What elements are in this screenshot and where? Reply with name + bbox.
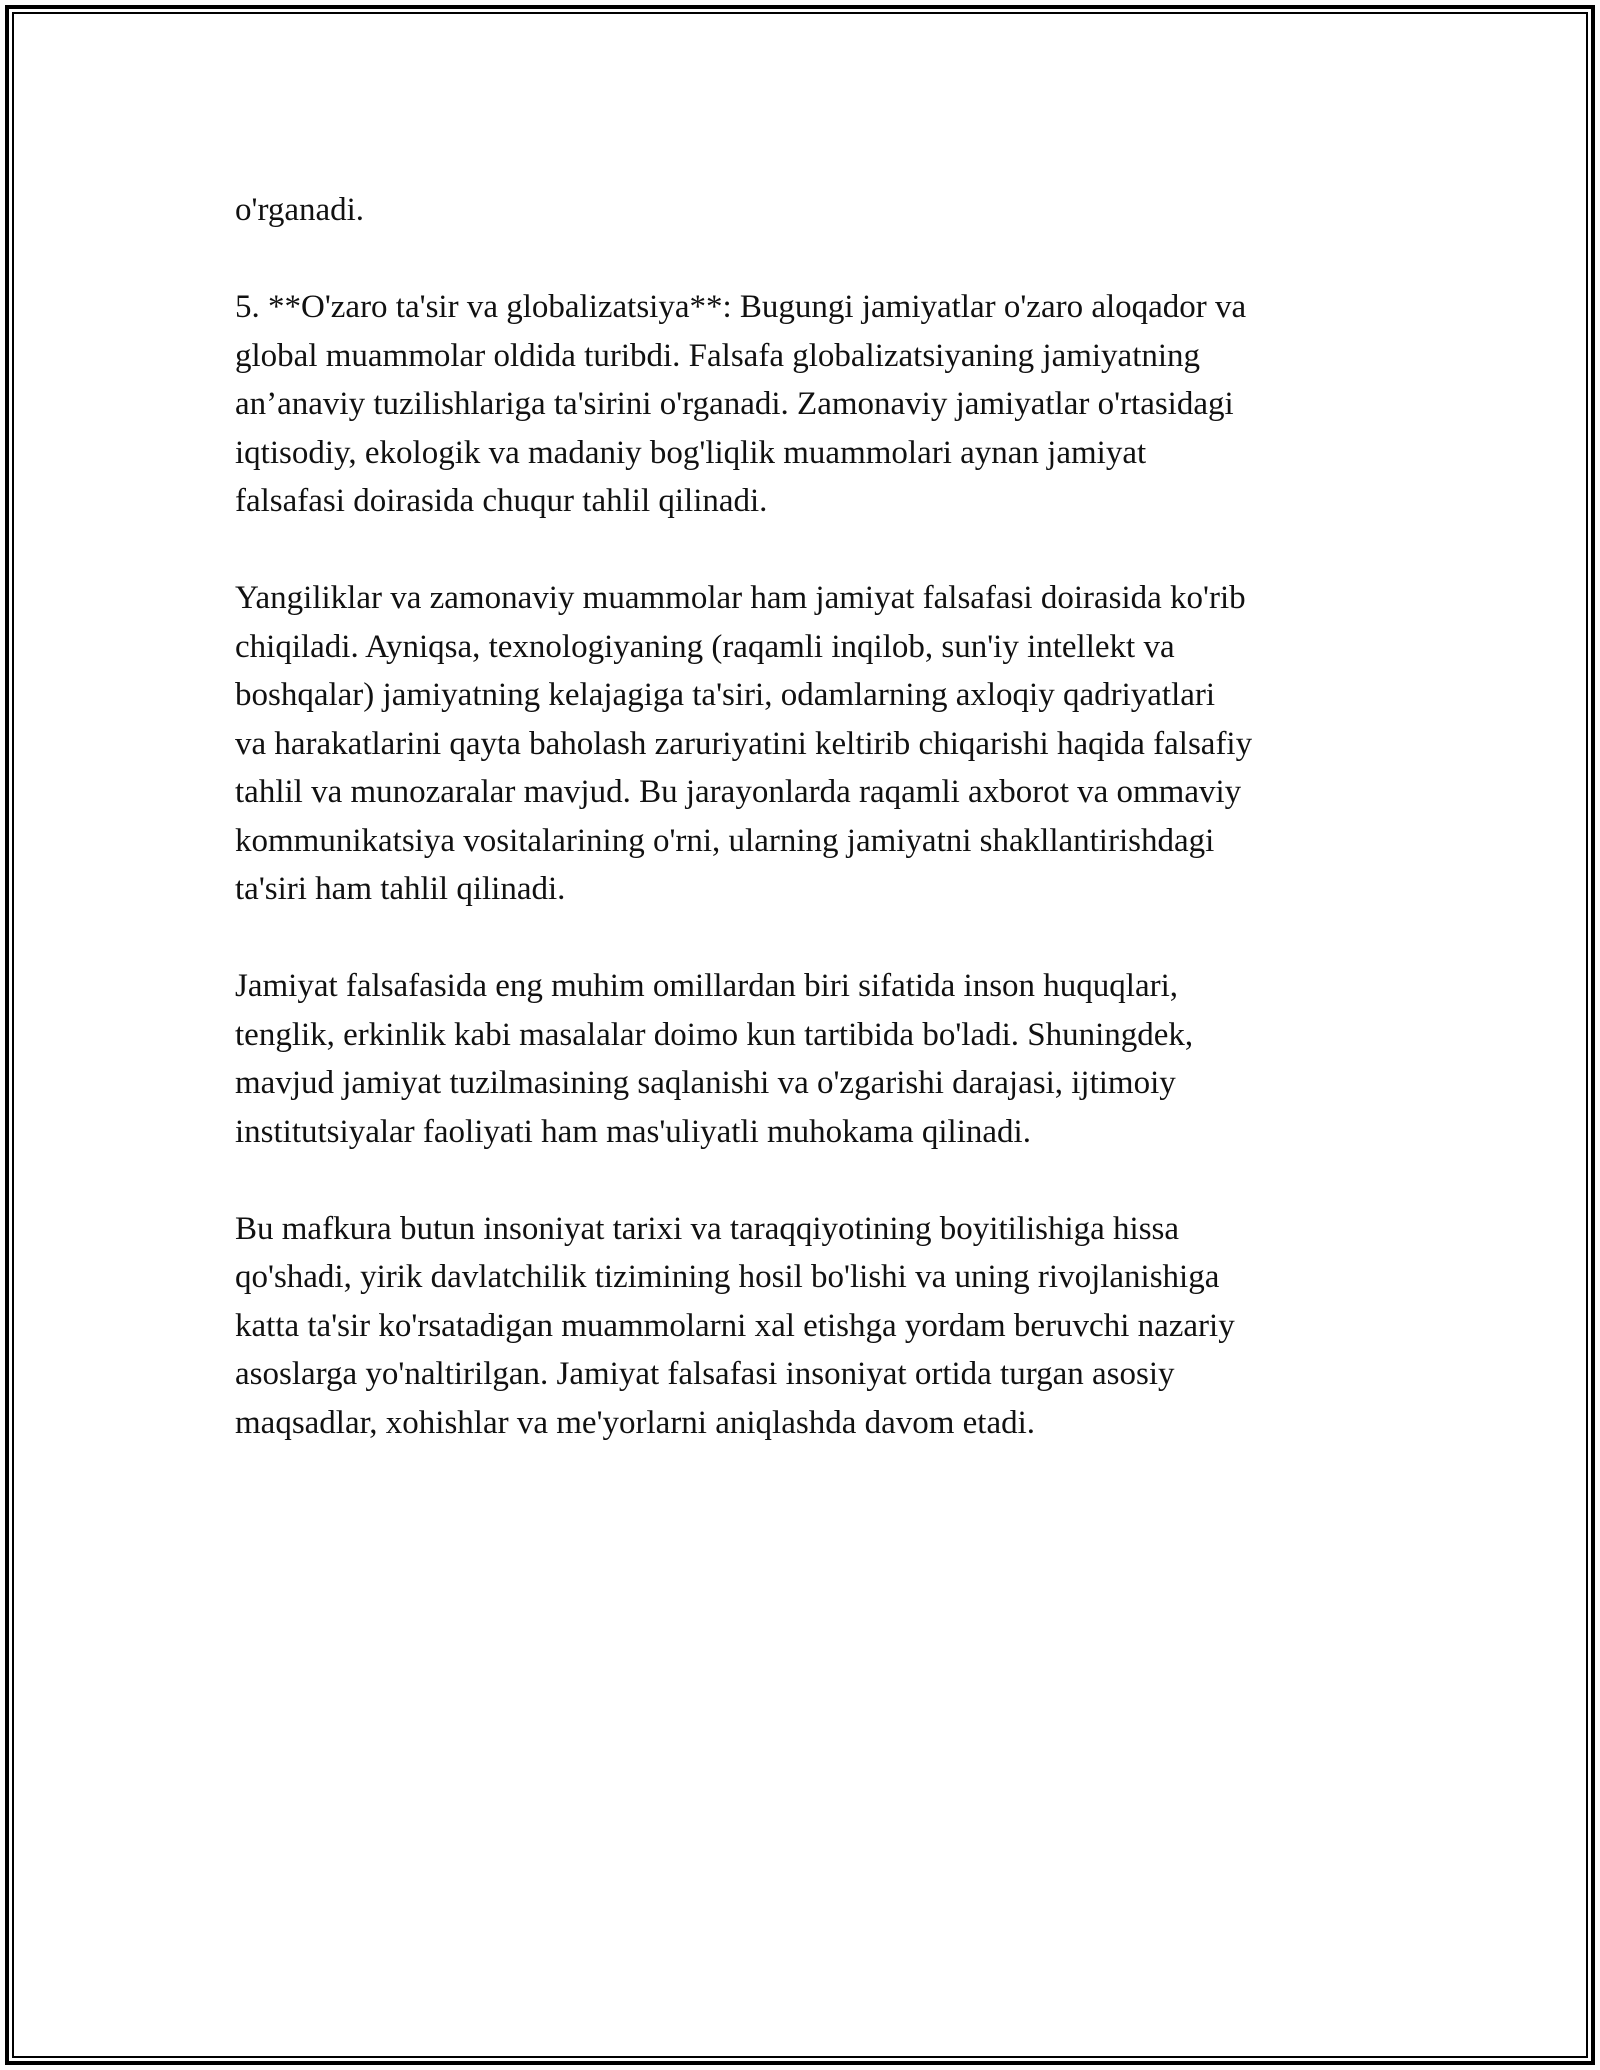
text-line: katta ta'sir ko'rsatadigan muammolarni xal etishga yordam beruvchi nazariy [235,1307,1235,1344]
text-line: mavjud jamiyat tuzilmasining saqlanishi va o'zgarishi darajasi, ijtimoiy [235,1065,1176,1101]
text-line: boshqalar) jamiyatning kelajagiga ta'siri, odamlarning axloqiy qadriyatlari [235,677,1216,713]
text-line: o'rganadi. [235,192,365,228]
text-line: tenglik, erkinlik kabi masalalar doimo kun tartibida bo'ladi. Shuningdek, [235,1016,1194,1053]
text-line: kommunikatsiya vositalarining o'rni, ularning jamiyatni shakllantirishdagi [235,822,1215,859]
paragraph-ideology [235,1205,1375,1448]
text-line: an’anaviy tuzilishlariga ta'sirini o'rganadi. Zamonaviy jamiyatlar o'rtasidagi [235,386,1234,422]
paragraph-modern-problems [235,574,1375,914]
text-line: 5. **O'zaro ta'sir va globalizatsiya**: Bugungi jamiyatlar o'zaro aloqador va [235,289,1247,325]
text-line: falsafasi doirasida chuqur tahlil qilinadi. [235,483,768,519]
text-line: iqtisodiy, ekologik va madaniy bog'liqlik muammolari aynan jamiyat [235,434,1147,471]
text-line: Bu mafkura butun insoniyat tarixi va taraqqiyotining boyitilishiga hissa [235,1210,1180,1247]
text-line: institutsiyalar faoliyati ham mas'uliyatli muhokama qilinadi. [235,1113,1031,1150]
document-body [235,186,1375,1496]
text-line: va harakatlarini qayta baholash zaruriyatini keltirib chiqarishi haqida falsafiy [235,725,1253,762]
text-line: chiqiladi. Ayniqsa, texnologiyaning (raqamli inqilob, sun'iy intellekt va [235,628,1175,665]
text-line: qo'shadi, yirik davlatchilik tizimining hosil bo'lishi va uning rivojlanishiga [235,1259,1220,1295]
text-line: ta'siri ham tahlil qilinadi. [235,871,566,907]
text-line: Jamiyat falsafasida eng muhim omillardan biri sifatida inson huquqlari, [235,968,1179,1004]
text-line: Yangiliklar va zamonaviy muammolar ham jamiyat falsafasi doirasida ko'rib [235,580,1246,616]
paragraph-human-rights [235,962,1375,1156]
text-line: maqsadlar, xohishlar va me'yorlarni aniqlashda davom etadi. [235,1404,1036,1441]
text-line: tahlil va munozaralar mavjud. Bu jarayonlarda raqamli axborot va ommaviy [235,774,1242,810]
paragraph-continuation [235,186,1375,235]
text-line: asoslarga yo'naltirilgan. Jamiyat falsafasi insoniyat ortida turgan asosiy [235,1356,1175,1392]
text-line: global muammolar oldida turibdi. Falsafa globalizatsiyaning jamiyatning [235,337,1201,374]
paragraph-globalization [235,283,1375,526]
